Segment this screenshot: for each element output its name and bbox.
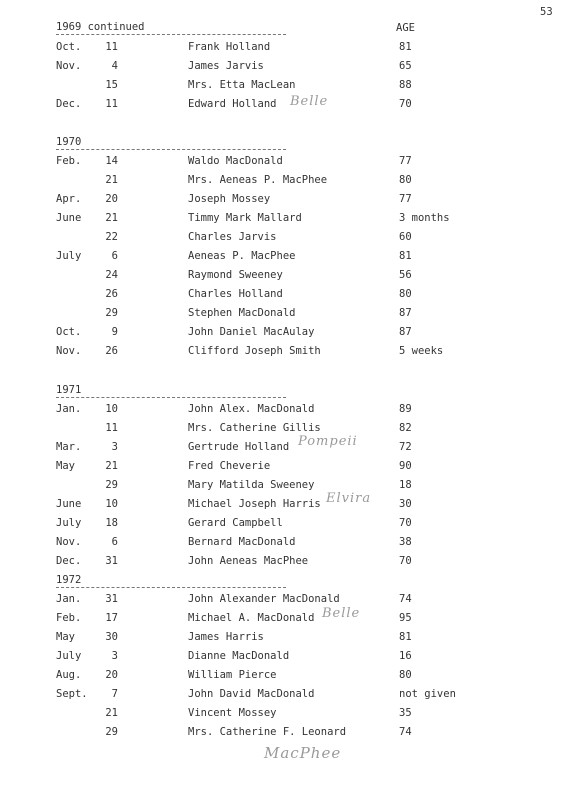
register-row — [0, 174, 578, 188]
day: 7 — [111, 688, 118, 700]
register-row — [0, 479, 578, 493]
heading-underline — [56, 587, 286, 588]
register-row — [0, 326, 578, 340]
month: Oct. — [56, 41, 82, 53]
day: 21 — [105, 174, 118, 186]
day: 6 — [111, 536, 118, 548]
section-heading-1969: 1969 continued — [56, 21, 145, 33]
age: 77 — [399, 155, 412, 167]
day: 26 — [105, 345, 118, 357]
age: 89 — [399, 403, 412, 415]
register-row — [0, 631, 578, 645]
age: 80 — [399, 669, 412, 681]
register-row — [0, 60, 578, 74]
day: 29 — [105, 307, 118, 319]
age: 74 — [399, 593, 412, 605]
day: 21 — [105, 707, 118, 719]
deceased-name: Bernard MacDonald — [188, 536, 296, 548]
age: 30 — [399, 498, 412, 510]
register-row — [0, 79, 578, 93]
day: 20 — [105, 669, 118, 681]
age: 88 — [399, 79, 412, 91]
age: 70 — [399, 517, 412, 529]
register-row — [0, 498, 578, 512]
month: Dec. — [56, 555, 82, 567]
age-column-header: AGE — [396, 22, 415, 34]
age: 82 — [399, 422, 412, 434]
day: 3 — [111, 650, 118, 662]
age: 70 — [399, 555, 412, 567]
month: Aug. — [56, 669, 82, 681]
month: Nov. — [56, 60, 82, 72]
age: 80 — [399, 288, 412, 300]
deceased-name: Mrs. Catherine Gillis — [188, 422, 321, 434]
register-row — [0, 155, 578, 169]
day: 17 — [105, 612, 118, 624]
register-row — [0, 269, 578, 283]
day: 6 — [111, 250, 118, 262]
deceased-name: Michael A. MacDonald — [188, 612, 315, 624]
register-row — [0, 612, 578, 626]
register-row — [0, 707, 578, 721]
register-row — [0, 231, 578, 245]
day: 10 — [105, 403, 118, 415]
day: 29 — [105, 726, 118, 738]
age: 87 — [399, 307, 412, 319]
deceased-name: Joseph Mossey — [188, 193, 271, 205]
age: 77 — [399, 193, 412, 205]
register-row — [0, 422, 578, 436]
register-row — [0, 726, 578, 740]
day: 22 — [105, 231, 118, 243]
deceased-name: Edward Holland — [188, 98, 277, 110]
age: 60 — [399, 231, 412, 243]
deceased-name: Mary Matilda Sweeney — [188, 479, 315, 491]
age: 16 — [399, 650, 412, 662]
age: 81 — [399, 631, 412, 643]
day: 18 — [105, 517, 118, 529]
month: July — [56, 250, 82, 262]
heading-underline — [56, 34, 286, 35]
deceased-name: Mrs. Etta MacLean — [188, 79, 296, 91]
deceased-name: Gerard Campbell — [188, 517, 283, 529]
register-row — [0, 250, 578, 264]
section-heading-1970: 1970 — [56, 136, 82, 148]
register-row — [0, 460, 578, 474]
handwritten-note: MacPhee — [264, 744, 342, 762]
day: 11 — [105, 98, 118, 110]
deceased-name: Waldo MacDonald — [188, 155, 283, 167]
deceased-name: Charles Holland — [188, 288, 283, 300]
day: 26 — [105, 288, 118, 300]
month: July — [56, 650, 82, 662]
deceased-name: James Jarvis — [188, 60, 264, 72]
month: Dec. — [56, 98, 82, 110]
deceased-name: Clifford Joseph Smith — [188, 345, 321, 357]
month: Jan. — [56, 403, 82, 415]
handwritten-note: Belle — [290, 94, 329, 109]
deceased-name: John Alexander MacDonald — [188, 593, 340, 605]
month: Jan. — [56, 593, 82, 605]
month: Nov. — [56, 536, 82, 548]
heading-underline — [56, 149, 286, 150]
day: 21 — [105, 460, 118, 472]
age: 81 — [399, 41, 412, 53]
handwritten-note: Belle — [322, 606, 361, 621]
month: July — [56, 517, 82, 529]
register-row — [0, 212, 578, 226]
age: 5 weeks — [399, 345, 444, 357]
register-row — [0, 441, 578, 455]
age: 18 — [399, 479, 412, 491]
age: not given — [399, 688, 456, 700]
deceased-name: John Aeneas MacPhee — [188, 555, 309, 567]
day: 4 — [111, 60, 118, 72]
deceased-name: William Pierce — [188, 669, 277, 681]
deceased-name: Raymond Sweeney — [188, 269, 283, 281]
register-row — [0, 345, 578, 359]
register-row — [0, 593, 578, 607]
age: 72 — [399, 441, 412, 453]
age: 81 — [399, 250, 412, 262]
register-row — [0, 536, 578, 550]
month: May — [56, 631, 75, 643]
month: Apr. — [56, 193, 82, 205]
month: June — [56, 498, 82, 510]
deceased-name: John Alex. MacDonald — [188, 403, 315, 415]
deceased-name: Mrs. Catherine F. Leonard — [188, 726, 347, 738]
register-row — [0, 98, 578, 112]
month: Mar. — [56, 441, 82, 453]
day: 9 — [111, 326, 118, 338]
deceased-name: Mrs. Aeneas P. MacPhee — [188, 174, 328, 186]
register-row — [0, 650, 578, 664]
day: 10 — [105, 498, 118, 510]
register-row — [0, 193, 578, 207]
age: 56 — [399, 269, 412, 281]
day: 11 — [105, 422, 118, 434]
deceased-name: Michael Joseph Harris — [188, 498, 321, 510]
deceased-name: Charles Jarvis — [188, 231, 277, 243]
month: May — [56, 460, 75, 472]
register-row — [0, 403, 578, 417]
handwritten-note: Elvira — [326, 491, 372, 506]
age: 70 — [399, 98, 412, 110]
month: June — [56, 212, 82, 224]
deceased-name: Gertrude Holland — [188, 441, 290, 453]
register-row — [0, 517, 578, 531]
handwritten-note: Pompeii — [298, 434, 358, 449]
register-row — [0, 688, 578, 702]
register-row — [0, 555, 578, 569]
month: Feb. — [56, 612, 82, 624]
deceased-name: John Daniel MacAulay — [188, 326, 315, 338]
day: 14 — [105, 155, 118, 167]
day: 30 — [105, 631, 118, 643]
age: 74 — [399, 726, 412, 738]
register-row — [0, 669, 578, 683]
deceased-name: Frank Holland — [188, 41, 271, 53]
day: 20 — [105, 193, 118, 205]
day: 3 — [111, 441, 118, 453]
deceased-name: Timmy Mark Mallard — [188, 212, 302, 224]
page-number: 53 — [540, 6, 553, 18]
deceased-name: James Harris — [188, 631, 264, 643]
section-heading-1972: 1972 — [56, 574, 82, 586]
deceased-name: Fred Cheverie — [188, 460, 271, 472]
age: 38 — [399, 536, 412, 548]
age: 95 — [399, 612, 412, 624]
deceased-name: Stephen MacDonald — [188, 307, 296, 319]
month: Feb. — [56, 155, 82, 167]
day: 15 — [105, 79, 118, 91]
register-row — [0, 307, 578, 321]
day: 11 — [105, 41, 118, 53]
day: 21 — [105, 212, 118, 224]
month: Oct. — [56, 326, 82, 338]
register-row — [0, 41, 578, 55]
age: 35 — [399, 707, 412, 719]
age: 90 — [399, 460, 412, 472]
month: Sept. — [56, 688, 88, 700]
day: 31 — [105, 593, 118, 605]
age: 87 — [399, 326, 412, 338]
deceased-name: Dianne MacDonald — [188, 650, 290, 662]
age: 3 months — [399, 212, 450, 224]
deceased-name: John David MacDonald — [188, 688, 315, 700]
day: 24 — [105, 269, 118, 281]
day: 29 — [105, 479, 118, 491]
register-row — [0, 288, 578, 302]
day: 31 — [105, 555, 118, 567]
month: Nov. — [56, 345, 82, 357]
deceased-name: Vincent Mossey — [188, 707, 277, 719]
section-heading-1971: 1971 — [56, 384, 82, 396]
age: 65 — [399, 60, 412, 72]
deceased-name: Aeneas P. MacPhee — [188, 250, 296, 262]
heading-underline — [56, 397, 286, 398]
age: 80 — [399, 174, 412, 186]
